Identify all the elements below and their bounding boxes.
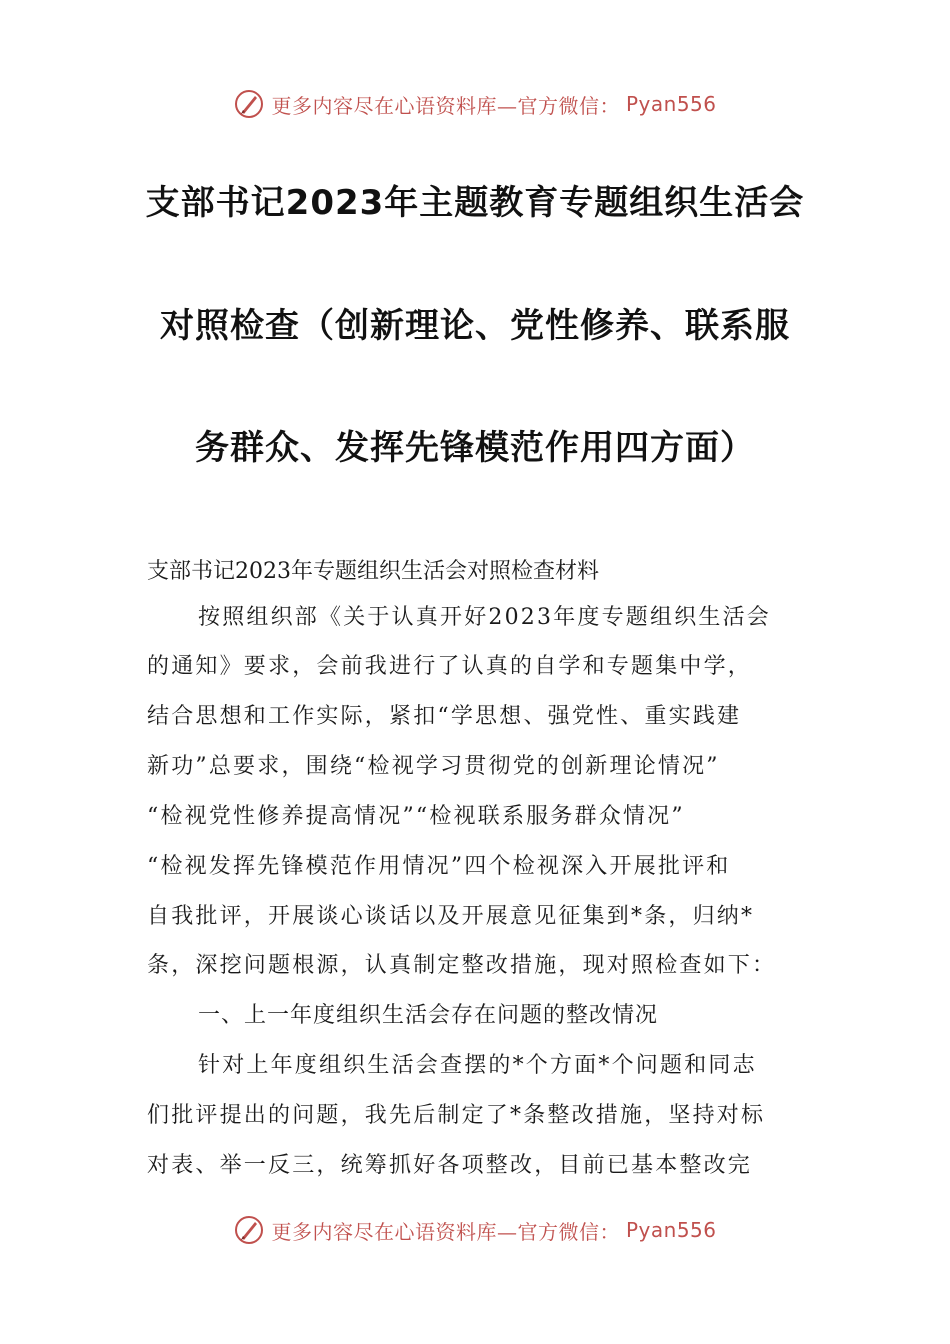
- quill-pen-logo-icon: [233, 1214, 265, 1246]
- paragraph-line: 结合思想和工作实际，紧扣“学思想、强党性、重实践建: [147, 704, 742, 729]
- paragraph-line: “检视党性修养提高情况”“检视联系服务群众情况”: [147, 804, 685, 829]
- paragraph-line: 的通知》要求，会前我进行了认真的自学和专题集中学，: [147, 654, 753, 679]
- quill-pen-logo-icon: [233, 88, 265, 120]
- watermark-footer: [0, 1210, 950, 1250]
- watermark-text: 更多内容尽在心语资料库—官方微信：: [271, 93, 620, 118]
- document-subtitle: 支部书记2023年专题组织生活会对照检查材料: [147, 559, 599, 584]
- watermark-handle: Pyan556: [625, 92, 717, 116]
- paragraph-line: 条，深挖问题根源，认真制定整改措施，现对照检查如下：: [147, 953, 777, 978]
- paragraph-line: “检视发挥先锋模范作用情况”四个检视深入开展批评和: [147, 854, 731, 879]
- paragraph-line: 对表、举一反三，统筹抓好各项整改，目前已基本整改完: [147, 1153, 753, 1178]
- paragraph-line: 针对上年度组织生活会查摆的*个方面*个问题和同志: [198, 1053, 757, 1078]
- watermark-handle: Pyan556: [625, 1218, 717, 1242]
- document-title-line-2: 对照检查（创新理论、党性修养、联系服: [160, 306, 790, 346]
- section-heading-1: 一、上一年度组织生活会存在问题的整改情况: [198, 1003, 659, 1028]
- paragraph-line: 按照组织部《关于认真开好2023年度专题组织生活会: [198, 605, 771, 630]
- document-title-line-3: 务群众、发挥先锋模范作用四方面）: [195, 428, 755, 468]
- paragraph-line: 新功”总要求，围绕“检视学习贯彻党的创新理论情况”: [147, 754, 720, 779]
- document-title-line-1: 支部书记2023年主题教育专题组织生活会: [145, 183, 805, 223]
- watermark-header: [0, 84, 950, 124]
- paragraph-line: 们批评提出的问题，我先后制定了*条整改措施，坚持对标: [147, 1103, 766, 1128]
- watermark-text: 更多内容尽在心语资料库—官方微信：: [271, 1219, 620, 1244]
- paragraph-line: 自我批评，开展谈心谈话以及开展意见征集到*条，归纳*: [147, 904, 755, 929]
